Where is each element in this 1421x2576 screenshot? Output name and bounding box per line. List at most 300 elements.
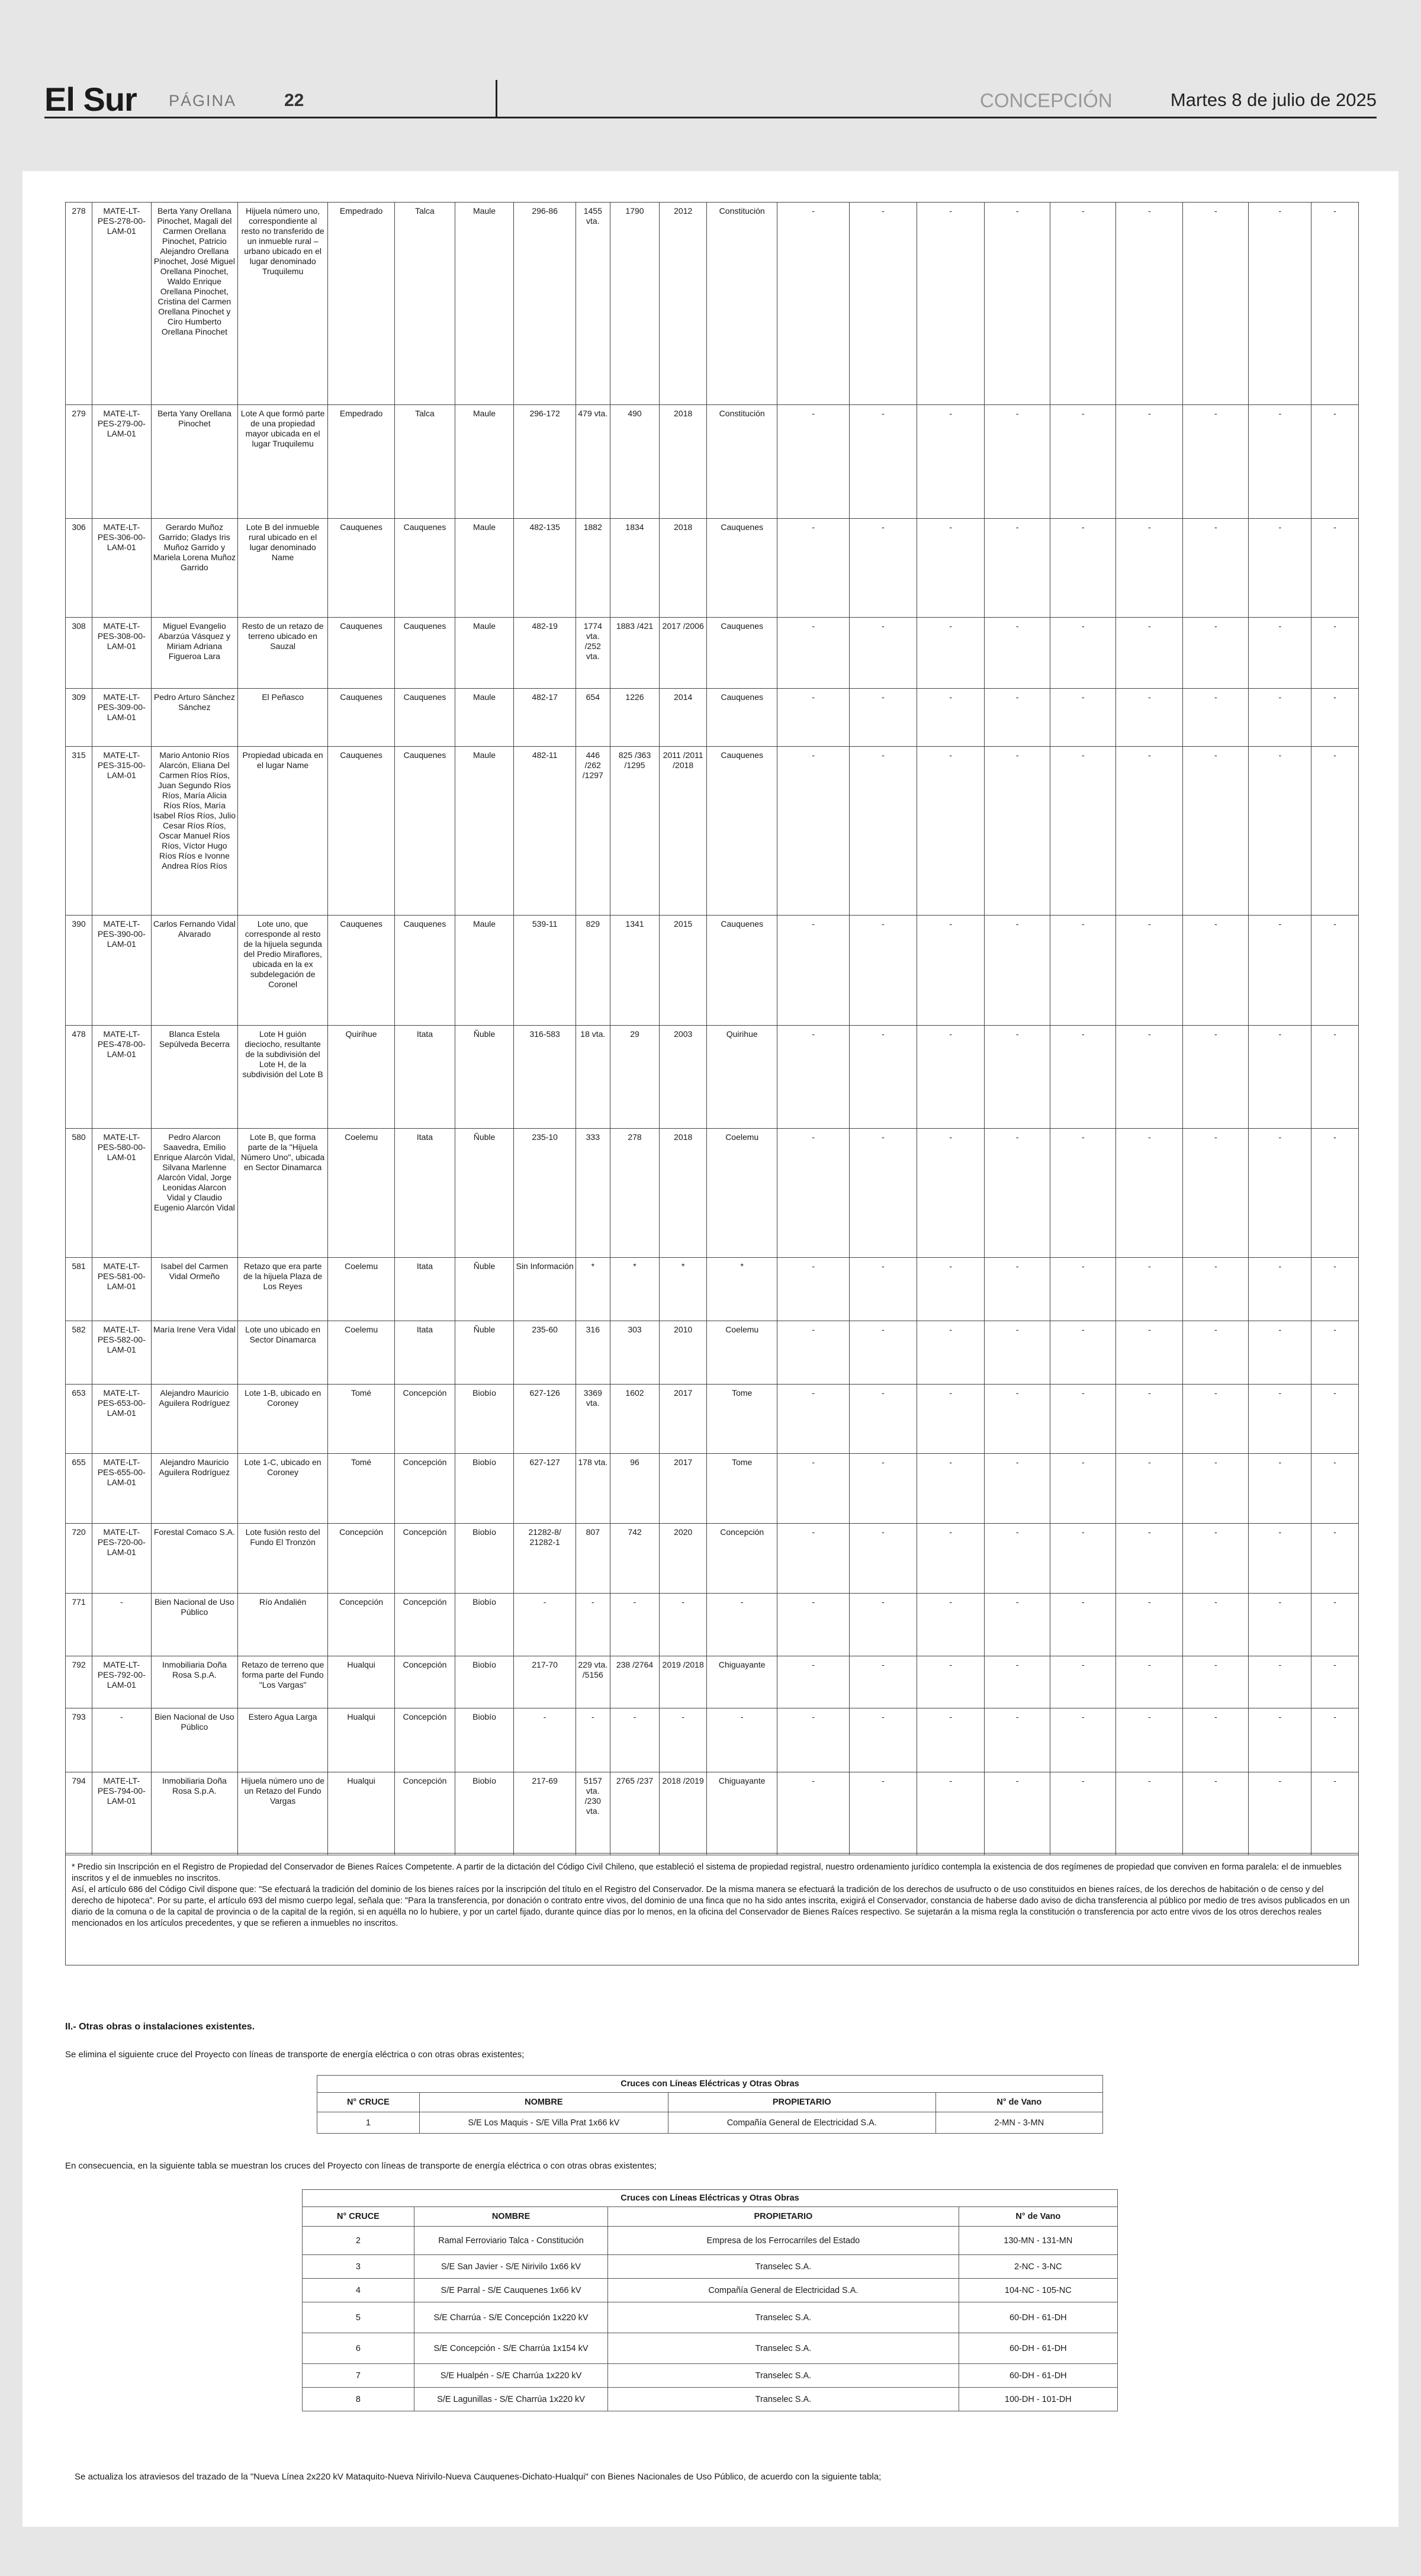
table-cell: - <box>1183 519 1249 618</box>
table-cell: 742 <box>610 1524 660 1594</box>
table-cell: 2765 /237 <box>610 1772 660 1855</box>
table-cell: - <box>1183 1129 1249 1258</box>
table-row <box>66 1656 1359 1708</box>
table-row <box>66 1026 1359 1129</box>
table-cell: MATE-LT-PES-478-00-LAM-01 <box>92 1026 152 1129</box>
table-cell: 653 <box>66 1385 92 1454</box>
table-cell: - <box>1116 618 1183 689</box>
footnote-box <box>65 1853 1359 1965</box>
table-cell: Cauquenes <box>395 916 455 1026</box>
table-row <box>66 405 1359 519</box>
table-cell: - <box>917 916 985 1026</box>
table-cell: - <box>1183 405 1249 519</box>
table-cell: Hualqui <box>328 1656 395 1708</box>
table-cell: Lote B, que forma parte de la "Hijuela Número Uno", ubicada en Sector Dinamarca <box>238 1129 328 1258</box>
table-cell: 2014 <box>660 689 707 747</box>
table-cell: 482-135 <box>514 519 576 618</box>
table-cell: Berta Yany Orellana Pinochet, Magali del Carmen Orellana Pinochet, Patricio Alejandro Orellana Pinochet, José Miguel Orellana Pinochet, Waldo Enrique Orellana Pinochet, Cristina del Carmen Orellana Pinochet y Ciro Humberto Orellana Pinochet <box>151 203 238 405</box>
table-cell: Alejandro Mauricio Aguilera Rodríguez <box>151 1385 238 1454</box>
table-cell: - <box>985 1594 1050 1656</box>
table-cell: Río Andalién <box>238 1594 328 1656</box>
table-cell: Alejandro Mauricio Aguilera Rodríguez <box>151 1454 238 1524</box>
table-cell: 279 <box>66 405 92 519</box>
table-cell: Itata <box>395 1129 455 1258</box>
table-cell: Lote 1-B, ubicado en Coroney <box>238 1385 328 1454</box>
table-cell: - <box>985 618 1050 689</box>
table-cell: - <box>1311 1321 1359 1385</box>
intro-paragraph: Se elimina el siguiente cruce del Proyecto con líneas de transporte de energía eléctrica o con otras obras existentes; <box>65 2050 525 2060</box>
table-cell: * <box>707 1258 777 1321</box>
table-cell: - <box>1183 1708 1249 1772</box>
table-cell: 2 <box>303 2227 414 2255</box>
table-cell: - <box>1183 1772 1249 1855</box>
table-cell: - <box>849 1258 917 1321</box>
table-cell: Cauquenes <box>395 618 455 689</box>
table-row <box>303 2279 1118 2302</box>
table-cell: Hijuela número uno de un Retazo del Fundo Vargas <box>238 1772 328 1855</box>
table-cell: Concepción <box>395 1524 455 1594</box>
table-cell: Biobío <box>455 1524 514 1594</box>
table-cell: Forestal Comaco S.A. <box>151 1524 238 1594</box>
table-cell: - <box>985 1656 1050 1708</box>
table-cell: Ñuble <box>455 1321 514 1385</box>
table-cell: 825 /363 /1295 <box>610 747 660 916</box>
table-cell: 2011 /2011 /2018 <box>660 747 707 916</box>
table-cell: - <box>1050 405 1116 519</box>
table-cell: 490 <box>610 405 660 519</box>
table-cell: MATE-LT-PES-390-00-LAM-01 <box>92 916 152 1026</box>
table-cell: - <box>1050 1656 1116 1708</box>
table-cell: - <box>1311 1026 1359 1129</box>
table-cell: - <box>1050 1321 1116 1385</box>
table-cell: Empresa de los Ferrocarriles del Estado <box>608 2227 959 2255</box>
table-cell: - <box>917 689 985 747</box>
table-cell: 2018 <box>660 1129 707 1258</box>
table-cell: - <box>1116 1772 1183 1855</box>
table-cell: - <box>985 1129 1050 1258</box>
table-cell: Concepción <box>395 1656 455 1708</box>
table-cell: 60-DH - 61-DH <box>959 2302 1117 2333</box>
table-cell: Cauquenes <box>707 519 777 618</box>
table-cell: - <box>1311 1594 1359 1656</box>
table-cell: Concepción <box>395 1594 455 1656</box>
table-cell: 654 <box>576 689 610 747</box>
table-cell: 478 <box>66 1026 92 1129</box>
table-cell: Coelemu <box>328 1129 395 1258</box>
table-cell: 482-19 <box>514 618 576 689</box>
table-cell: - <box>777 1454 850 1524</box>
table-cell: - <box>1183 1594 1249 1656</box>
table-cell: * <box>610 1258 660 1321</box>
table-cell: - <box>1311 1129 1359 1258</box>
table-cell: 333 <box>576 1129 610 1258</box>
table-cell: Miguel Evangelio Abarzúa Vásquez y Miriam Adriana Figueroa Lara <box>151 618 238 689</box>
table-cell: - <box>1311 1656 1359 1708</box>
table-cell: - <box>1116 1321 1183 1385</box>
table-cell: - <box>1116 519 1183 618</box>
table-cell: 7 <box>303 2364 414 2388</box>
table-cell: 655 <box>66 1454 92 1524</box>
table-cell: 720 <box>66 1524 92 1594</box>
table-cell: 100-DH - 101-DH <box>959 2388 1117 2411</box>
table-cell: - <box>917 747 985 916</box>
table-cell: - <box>1050 203 1116 405</box>
table-cell: - <box>985 519 1050 618</box>
table-cell: 582 <box>66 1321 92 1385</box>
table-cell: 2017 /2006 <box>660 618 707 689</box>
table-cell: - <box>777 1385 850 1454</box>
table-cell: 104-NC - 105-NC <box>959 2279 1117 2302</box>
table-cell: Tomé <box>328 1454 395 1524</box>
table-cell: - <box>849 1385 917 1454</box>
table-row <box>66 1708 1359 1772</box>
table-cell: - <box>777 203 850 405</box>
table-cell: - <box>1183 1321 1249 1385</box>
table-cell: - <box>777 1258 850 1321</box>
table-cell: 316 <box>576 1321 610 1385</box>
table-cell: Chiguayante <box>707 1656 777 1708</box>
table-row <box>66 519 1359 618</box>
table-cell: - <box>985 1321 1050 1385</box>
document-page <box>22 171 1399 2527</box>
newspaper-logo: El Sur <box>44 81 137 118</box>
table-cell: 1790 <box>610 203 660 405</box>
table-cell: Coelemu <box>707 1321 777 1385</box>
table-cell: MATE-LT-PES-315-00-LAM-01 <box>92 747 152 916</box>
table-cell: - <box>1116 1258 1183 1321</box>
table-cell: Biobío <box>455 1656 514 1708</box>
table-cell: 479 vta. <box>576 405 610 519</box>
footnote-paragraph: Así, el artículo 686 del Código Civil dispone que: "Se efectuará la tradición del dominio de los bienes raíces por la inscripción del título en el Registro del Conservador. De la misma manera se efectuará la tradición de los derechos de usufructo o de uso constituidos en bienes raíces, de los derechos de habitación o de censo y del derecho de hipoteca". Por su parte, el artículo 693 del mismo cuerpo legal, señala que: "Para la transferencia, por donación o contrato entre vivos, del dominio de una finca que no ha sido antes inscrita, exigirá el Conservador, constancia de haberse dado aviso de dicha transferencia al público por medio de tres avisos publicados en un diario de la comuna o de la capital de provincia o de la capital de la región, si en aquélla no lo hubiere, y por un cartel fijado, durante quince días por lo menos, en la oficina del Conservador de Bienes Raíces respectivo. Se sujetarán a la misma regla la constitución o transferencia por acto entre vivos de los otros derechos reales mencionados en los artículos precedentes, y que se refieren a inmuebles no inscritos. <box>72 1885 1350 1928</box>
table-cell: 792 <box>66 1656 92 1708</box>
column-header: PROPIETARIO <box>668 2093 935 2112</box>
table-row <box>303 2388 1118 2411</box>
table-cell: 581 <box>66 1258 92 1321</box>
table-cell: 2020 <box>660 1524 707 1594</box>
table-row <box>66 1129 1359 1258</box>
table-row <box>66 689 1359 747</box>
table-cell: - <box>1311 203 1359 405</box>
table-cell: Cauquenes <box>707 916 777 1026</box>
table-cell: Ñuble <box>455 1026 514 1129</box>
header-divider <box>496 80 497 117</box>
section-heading: II.- Otras obras o instalaciones existentes. <box>65 2022 255 2032</box>
table-cell: 2019 /2018 <box>660 1656 707 1708</box>
table-cell: - <box>610 1594 660 1656</box>
table-cell: - <box>1249 1385 1311 1454</box>
table-cell: Constitución <box>707 405 777 519</box>
table-cell: 829 <box>576 916 610 1026</box>
table-cell: 3 <box>303 2255 414 2279</box>
table-cell: * <box>660 1258 707 1321</box>
table-cell: S/E Parral - S/E Cauquenes 1x66 kV <box>414 2279 607 2302</box>
table-cell: 308 <box>66 618 92 689</box>
table-row <box>66 1385 1359 1454</box>
table-cell: - <box>849 1026 917 1129</box>
table-cell: Cauquenes <box>328 618 395 689</box>
table-cell: - <box>917 1454 985 1524</box>
table-cell: 1341 <box>610 916 660 1026</box>
table-cell: - <box>1050 519 1116 618</box>
column-header: NOMBRE <box>419 2093 668 2112</box>
table-cell: * <box>576 1258 610 1321</box>
table-cell: - <box>514 1708 576 1772</box>
table-cell: - <box>985 1258 1050 1321</box>
table-cell: Maule <box>455 203 514 405</box>
table-row <box>66 1594 1359 1656</box>
table-cell: 1774 vta. /252 vta. <box>576 618 610 689</box>
table-cell: 306 <box>66 519 92 618</box>
table-cell: - <box>92 1594 152 1656</box>
table-cell: MATE-LT-PES-580-00-LAM-01 <box>92 1129 152 1258</box>
table-cell: - <box>849 405 917 519</box>
table-cell: - <box>1249 1708 1311 1772</box>
table-cell: Biobío <box>455 1708 514 1772</box>
table-cell: - <box>1249 1321 1311 1385</box>
table-cell: Inmobiliaria Doña Rosa S.p.A. <box>151 1772 238 1855</box>
table-cell: - <box>1249 747 1311 916</box>
table-cell: - <box>1116 1656 1183 1708</box>
table-cell: - <box>1183 1454 1249 1524</box>
table-cell: 235-10 <box>514 1129 576 1258</box>
table-cell: - <box>1311 1524 1359 1594</box>
table-cell: - <box>849 1708 917 1772</box>
table-cell: - <box>1116 1385 1183 1454</box>
table-cell: - <box>1249 519 1311 618</box>
table-row <box>66 1321 1359 1385</box>
table-cell: - <box>1183 1656 1249 1708</box>
table-cell: - <box>1183 1258 1249 1321</box>
table-cell: - <box>917 405 985 519</box>
table-cell: - <box>917 1594 985 1656</box>
column-header: N° de Vano <box>935 2093 1102 2112</box>
table-cell: - <box>1116 1708 1183 1772</box>
table-cell: Ñuble <box>455 1258 514 1321</box>
table-cell: - <box>1050 1258 1116 1321</box>
table-cell: Concepción <box>395 1708 455 1772</box>
table-cell: - <box>1249 916 1311 1026</box>
table-cell: Cauquenes <box>707 689 777 747</box>
table-cell: Lote fusión resto del Fundo El Tronzón <box>238 1524 328 1594</box>
table-cell: Isabel del Carmen Vidal Ormeño <box>151 1258 238 1321</box>
table-cell: 1882 <box>576 519 610 618</box>
table-cell: - <box>777 519 850 618</box>
table-cell: - <box>1116 1594 1183 1656</box>
table-row <box>66 1524 1359 1594</box>
table-cell: - <box>777 1708 850 1772</box>
table-cell: 229 vta. /5156 <box>576 1656 610 1708</box>
table-cell: - <box>985 747 1050 916</box>
table-cell: - <box>1249 1026 1311 1129</box>
table-cell: - <box>1183 1026 1249 1129</box>
table-cell: Tome <box>707 1385 777 1454</box>
table-cell: 1455 vta. <box>576 203 610 405</box>
table-cell: 482-17 <box>514 689 576 747</box>
table-cell: - <box>849 1772 917 1855</box>
table-row <box>317 2112 1103 2134</box>
table-cell: 238 /2764 <box>610 1656 660 1708</box>
table-cell: - <box>917 1026 985 1129</box>
table-cell: - <box>1311 405 1359 519</box>
table-cell: Retazo de terreno que forma parte del Fundo "Los Vargas" <box>238 1656 328 1708</box>
table-cell: 18 vta. <box>576 1026 610 1129</box>
section-name: CONCEPCIÓN <box>980 89 1113 111</box>
table-cell: 5157 vta. /230 vta. <box>576 1772 610 1855</box>
table-cell: Pedro Arturo Sánchez Sánchez <box>151 689 238 747</box>
table-cell: - <box>1116 747 1183 916</box>
table-cell: Quirihue <box>707 1026 777 1129</box>
table-row <box>303 2302 1118 2333</box>
table-cell: Mario Antonio Ríos Alarcón, Eliana Del Carmen Ríos Ríos, Juan Segundo Ríos Ríos, María Alicia Ríos Ríos, María Isabel Ríos Ríos, Julio Cesar Ríos Ríos, Oscar Manuel Ríos Ríos, Víctor Hugo Ríos Ríos e Ivonne Andrea Ríos Ríos <box>151 747 238 916</box>
table-cell: - <box>1050 689 1116 747</box>
table-cell: Concepción <box>395 1772 455 1855</box>
table-cell: - <box>1183 203 1249 405</box>
table-cell: 1883 /421 <box>610 618 660 689</box>
table-cell: - <box>985 405 1050 519</box>
column-header: PROPIETARIO <box>608 2207 959 2227</box>
table-cell: Berta Yany Orellana Pinochet <box>151 405 238 519</box>
table-cell: Hualqui <box>328 1772 395 1855</box>
table-cell: - <box>985 1708 1050 1772</box>
table-cell: - <box>1311 1258 1359 1321</box>
table-cell: - <box>777 1772 850 1855</box>
table-cell: - <box>849 1594 917 1656</box>
table-cell: - <box>917 1129 985 1258</box>
table-cell: 580 <box>66 1129 92 1258</box>
table-cell: - <box>1249 1129 1311 1258</box>
table-cell: - <box>1116 203 1183 405</box>
table-cell: - <box>985 1454 1050 1524</box>
column-header: N° de Vano <box>959 2207 1117 2227</box>
table-cell: - <box>849 1321 917 1385</box>
table-cell: El Peñasco <box>238 689 328 747</box>
table-cell: - <box>1050 1454 1116 1524</box>
table-cell: Itata <box>395 1258 455 1321</box>
table-cell: - <box>849 618 917 689</box>
table-cell: 2018 <box>660 405 707 519</box>
intro-paragraph: En consecuencia, en la siguiente tabla se muestran los cruces del Proyecto con líneas de transporte de energía eléctrica o con otras obras existentes; <box>65 2161 657 2171</box>
table-cell: 2-NC - 3-NC <box>959 2255 1117 2279</box>
table-cell: - <box>1249 1258 1311 1321</box>
table-cell: - <box>985 689 1050 747</box>
table-cell: - <box>777 1026 850 1129</box>
table-cell: Quirihue <box>328 1026 395 1129</box>
table-cell: - <box>777 618 850 689</box>
table-cell: - <box>660 1594 707 1656</box>
table-cell: - <box>1249 1656 1311 1708</box>
table-cell: - <box>777 1524 850 1594</box>
table-cell: 627-126 <box>514 1385 576 1454</box>
table-cell: - <box>707 1594 777 1656</box>
table-cell: Coelemu <box>328 1321 395 1385</box>
table-cell: - <box>1249 689 1311 747</box>
table-cell: Coelemu <box>707 1129 777 1258</box>
table-cell: Empedrado <box>328 405 395 519</box>
table-cell: - <box>1311 1454 1359 1524</box>
table-cell: Lote 1-C, ubicado en Coroney <box>238 1454 328 1524</box>
table-cell: 303 <box>610 1321 660 1385</box>
table-row <box>66 618 1359 689</box>
table-cell: - <box>514 1594 576 1656</box>
table-cell: - <box>849 1129 917 1258</box>
table-cell: Carlos Fernando Vidal Alvarado <box>151 916 238 1026</box>
table-cell: MATE-LT-PES-306-00-LAM-01 <box>92 519 152 618</box>
table-row <box>66 1258 1359 1321</box>
table-cell: 316-583 <box>514 1026 576 1129</box>
table-cell: Cauquenes <box>328 689 395 747</box>
table-cell: - <box>985 1772 1050 1855</box>
table-cell: Gerardo Muñoz Garrido; Gladys Iris Muñoz Garrido y Mariela Lorena Muñoz Garrido <box>151 519 238 618</box>
publication-date: Martes 8 de julio de 2025 <box>1170 89 1377 110</box>
table-cell: 217-69 <box>514 1772 576 1855</box>
table-cell: - <box>1050 1026 1116 1129</box>
table-cell: Inmobiliaria Doña Rosa S.p.A. <box>151 1656 238 1708</box>
table-cell: Maule <box>455 519 514 618</box>
property-register-table <box>65 202 1359 1855</box>
table-cell: MATE-LT-PES-792-00-LAM-01 <box>92 1656 152 1708</box>
table-cell: - <box>917 1385 985 1454</box>
table-cell: - <box>849 747 917 916</box>
table-cell: 794 <box>66 1772 92 1855</box>
table-cell: 1226 <box>610 689 660 747</box>
table-cell: Maule <box>455 747 514 916</box>
table-cell: - <box>777 689 850 747</box>
table-cell: 807 <box>576 1524 610 1594</box>
table-cell: Transelec S.A. <box>608 2333 959 2364</box>
table-cell: - <box>777 1321 850 1385</box>
table-cell: 1 <box>317 2112 420 2134</box>
table-cell: Itata <box>395 1026 455 1129</box>
table-cell: Biobío <box>455 1454 514 1524</box>
table-cell: 8 <box>303 2388 414 2411</box>
table-cell: Cauquenes <box>707 618 777 689</box>
table-cell: 1834 <box>610 519 660 618</box>
table-cell: - <box>660 1708 707 1772</box>
table-cell: Maule <box>455 689 514 747</box>
table-cell: Empedrado <box>328 203 395 405</box>
table-cell: MATE-LT-PES-655-00-LAM-01 <box>92 1454 152 1524</box>
table-cell: - <box>1116 689 1183 747</box>
table-cell: - <box>777 405 850 519</box>
table-cell: 2017 <box>660 1385 707 1454</box>
table-cell: MATE-LT-PES-653-00-LAM-01 <box>92 1385 152 1454</box>
table-cell: - <box>707 1708 777 1772</box>
table-cell: 309 <box>66 689 92 747</box>
table-cell: - <box>985 916 1050 1026</box>
table-cell: Itata <box>395 1321 455 1385</box>
table-cell: Chiguayante <box>707 1772 777 1855</box>
table-cell: - <box>1249 1454 1311 1524</box>
table-cell: 2018 <box>660 519 707 618</box>
crossings-table-removed <box>317 2075 1103 2134</box>
table-cell: 1602 <box>610 1385 660 1454</box>
table-cell: Tomé <box>328 1385 395 1454</box>
table-cell: S/E Lagunillas - S/E Charrúa 1x220 kV <box>414 2388 607 2411</box>
table-cell: 771 <box>66 1594 92 1656</box>
table-cell: Tome <box>707 1454 777 1524</box>
table-cell: - <box>1311 1708 1359 1772</box>
table-cell: - <box>1050 1772 1116 1855</box>
table-cell: Transelec S.A. <box>608 2388 959 2411</box>
table-cell: - <box>777 1594 850 1656</box>
table-cell: - <box>917 1258 985 1321</box>
table-cell: - <box>1183 689 1249 747</box>
table-cell: 793 <box>66 1708 92 1772</box>
table-cell: 130-MN - 131-MN <box>959 2227 1117 2255</box>
table-cell: - <box>985 1385 1050 1454</box>
table-cell: - <box>849 203 917 405</box>
table-cell: MATE-LT-PES-581-00-LAM-01 <box>92 1258 152 1321</box>
